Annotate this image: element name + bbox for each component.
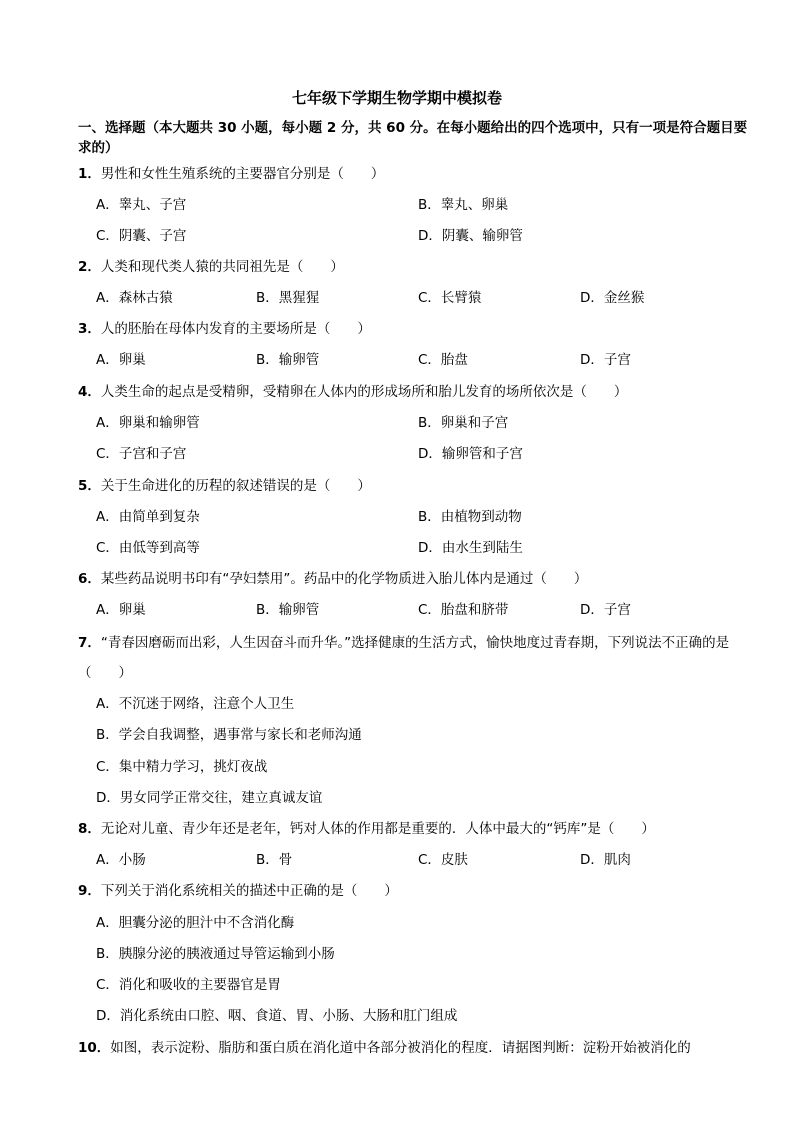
question-6 (78, 569, 758, 589)
exam-title: 七年级下学期生物学期中模拟卷 (291, 89, 502, 107)
option-c[interactable]: C．胎盘 (418, 352, 468, 368)
option-b[interactable]: B．由植物到动物 (418, 509, 522, 525)
question-4 (78, 382, 758, 402)
option-a[interactable]: A．胆囊分泌的胆汁中不含消化酶 (96, 915, 295, 931)
option-c[interactable]: C．消化和吸收的主要器官是胃 (96, 977, 281, 993)
option-b[interactable]: B．学会自我调整，遇事常与家长和老师沟通 (96, 727, 362, 743)
question-text: 关于生命进化的历程的叙述错误的是（ ） (100, 478, 371, 494)
option-d[interactable]: D．男女同学正常交往，建立真诚友谊 (96, 790, 323, 806)
question-5 (78, 476, 758, 496)
question-text: 下列关于消化系统相关的描述中正确的是（ ） (100, 883, 398, 899)
question-2 (78, 257, 758, 277)
question-1 (78, 164, 758, 184)
question-text: 无论对儿童、青少年还是老年，钙对人体的作用都是重要的．人体中最大的“钙库”是（ ） (100, 821, 655, 837)
question-text: 人类和现代类人猿的共同祖先是（ ） (100, 259, 344, 275)
question-number: 6． (78, 571, 101, 587)
option-c[interactable]: C．子宫和子宫 (96, 446, 187, 462)
question-number: 4． (78, 384, 101, 400)
option-a[interactable]: A．小肠 (96, 852, 146, 868)
option-b[interactable]: B．黑猩猩 (256, 290, 320, 306)
question-text: “青春因磨砺而出彩，人生因奋斗而升华。”选择健康的生活方式，愉快地度过青春期，下列说法不正确的是（ ） (78, 635, 730, 681)
question-8 (78, 819, 758, 839)
option-d[interactable]: D．阴囊、输卵管 (418, 228, 523, 244)
option-b[interactable]: B．输卵管 (256, 602, 320, 618)
option-a[interactable]: A．睾丸、子宫 (96, 197, 187, 213)
option-d[interactable]: D．消化系统由口腔、咽、食道、胃、小肠、大肠和肛门组成 (96, 1008, 458, 1024)
option-b[interactable]: B．睾丸、卵巢 (418, 197, 509, 213)
option-d[interactable]: D．子宫 (580, 352, 631, 368)
option-d[interactable]: D．输卵管和子宫 (418, 446, 523, 462)
option-c[interactable]: C．由低等到高等 (96, 540, 200, 556)
question-text: 如图，表示淀粉、脂肪和蛋白质在消化道中各部分被消化的程度．请据图判断：淀粉开始被消化的 (110, 1040, 691, 1056)
question-number: 7． (78, 635, 101, 651)
question-text: 某些药品说明书印有“孕妇禁用”。药品中的化学物质进入胎儿体内是通过（ ） (100, 571, 588, 587)
question-number: 2． (78, 259, 101, 275)
option-a[interactable]: A．卵巢 (96, 352, 146, 368)
section-heading: 一、选择题（本大题共 30 小题，每小题 2 分，共 60 分。在每小题给出的四个选项中，只有一项是符合题目要求的） (78, 120, 748, 156)
option-c[interactable]: C．集中精力学习，挑灯夜战 (96, 759, 268, 775)
option-a[interactable]: A．由简单到复杂 (96, 509, 200, 525)
option-a[interactable]: A．卵巢和输卵管 (96, 415, 200, 431)
question-10 (78, 1038, 758, 1058)
option-b[interactable]: B．骨 (256, 852, 293, 868)
option-a[interactable]: A．卵巢 (96, 602, 146, 618)
question-number: 3． (78, 321, 101, 337)
option-c[interactable]: C．胎盘和脐带 (418, 602, 509, 618)
question-number: 1． (78, 166, 101, 182)
question-9 (78, 881, 758, 901)
option-b[interactable]: B．胰腺分泌的胰液通过导管运输到小肠 (96, 946, 335, 962)
question-7 (78, 628, 742, 688)
question-text: 人的胚胎在母体内发育的主要场所是（ ） (100, 321, 371, 337)
option-c[interactable]: C．皮肤 (418, 852, 468, 868)
question-number: 10． (78, 1040, 111, 1056)
option-d[interactable]: D．金丝猴 (580, 290, 645, 306)
question-text: 人类生命的起点是受精卵，受精卵在人体内的形成场所和胎儿发育的场所依次是（ ） (100, 384, 628, 400)
option-d[interactable]: D．子宫 (580, 602, 631, 618)
option-c[interactable]: C．阴囊、子宫 (96, 228, 187, 244)
question-text: 男性和女性生殖系统的主要器官分别是（ ） (100, 166, 385, 182)
option-a[interactable]: A．不沉迷于网络，注意个人卫生 (96, 696, 295, 712)
option-a[interactable]: A．森林古猿 (96, 290, 173, 306)
option-c[interactable]: C．长臂猿 (418, 290, 482, 306)
option-b[interactable]: B．卵巢和子宫 (418, 415, 509, 431)
question-number: 9． (78, 883, 101, 899)
option-b[interactable]: B．输卵管 (256, 352, 320, 368)
option-d[interactable]: D．肌肉 (580, 852, 631, 868)
question-number: 8． (78, 821, 101, 837)
option-d[interactable]: D．由水生到陆生 (418, 540, 523, 556)
question-3 (78, 319, 758, 339)
question-number: 5． (78, 478, 101, 494)
